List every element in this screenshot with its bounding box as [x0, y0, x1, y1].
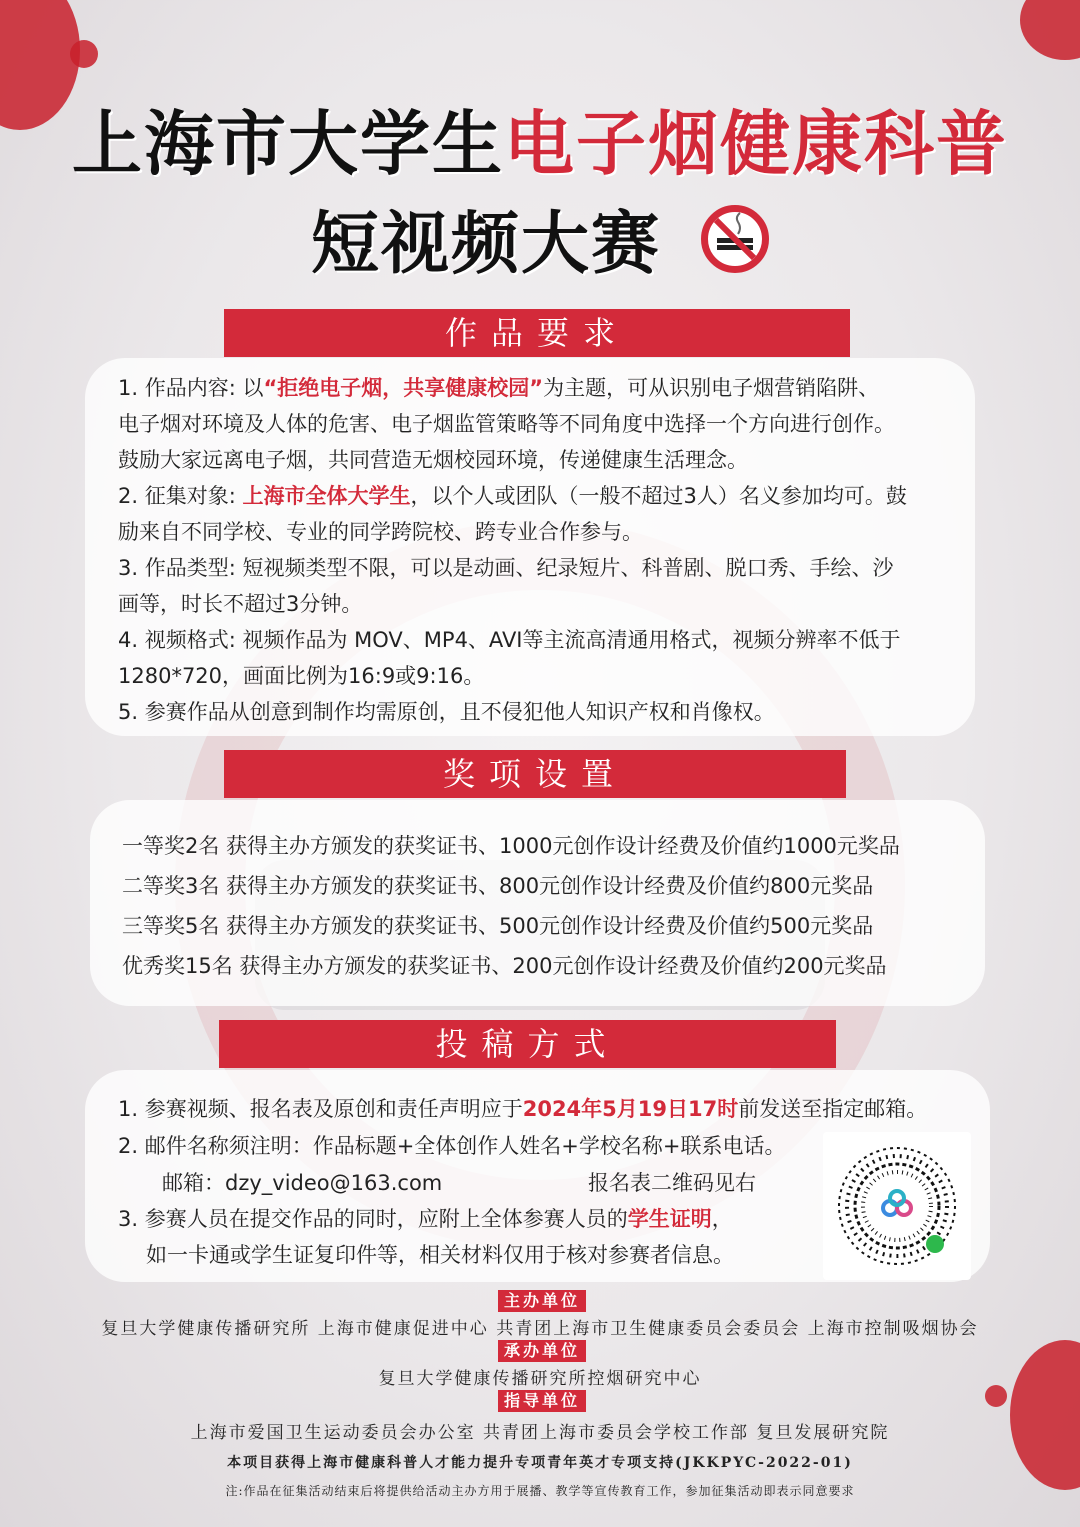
list-item: 1. 作品内容: 以“拒绝电子烟，共享健康校园”为主题，可从识别电子烟营销陷阱、: [118, 376, 880, 400]
title-black-part: 上海市大学生: [72, 103, 504, 185]
list-item: 画等，时长不超过3分钟。: [118, 592, 363, 616]
award-third: 三等奖5名 获得主办方颁发的获奖证书、500元创作设计经费及价值约500元奖品: [122, 914, 874, 938]
submission-line2: 2. 邮件名称须注明：作品标题+全体创作人姓名+学校名称+联系电话。: [118, 1134, 786, 1158]
guide-organizations: 上海市爱国卫生运动委员会办公室 共青团上海市委员会学校工作部 复旦发展研究院: [190, 1423, 890, 1443]
host-organizations: 复旦大学健康传播研究所 上海市健康促进中心 共青团上海市卫生健康委员会委员会 上海市控制吸烟协会: [101, 1319, 979, 1339]
list-item: 5. 参赛作品从创意到制作均需原创，且不侵犯他人知识产权和肖像权。: [118, 700, 775, 724]
title-line2-text: 短视频大赛: [310, 205, 661, 284]
red-splash-top-left-drop: [70, 40, 98, 68]
page-title-line2: [0, 190, 1080, 287]
award-excellence: 优秀奖15名 获得主办方颁发的获奖证书、200元创作设计经费及价值约200元奖品: [122, 954, 887, 978]
list-item: 电子烟对环境及人体的危害、电子烟监管策略等不同角度中选择一个方向进行创作。: [118, 412, 895, 436]
registration-qr-code[interactable]: [823, 1132, 971, 1280]
awards-header: 奖项设置: [224, 750, 846, 798]
organizer-organization: 复旦大学健康传播研究所控烟研究中心: [378, 1369, 702, 1389]
list-item: 4. 视频格式: 视频作品为 MOV、MP4、AVI等主流高清通用格式，视频分辨率不低于: [118, 628, 901, 652]
red-splash-top-right: [1020, 0, 1080, 60]
requirements-header: 作品要求: [224, 309, 850, 357]
title-red-part: 电子烟健康科普: [504, 103, 1008, 185]
list-item: 1280*720，画面比例为16:9或9:16。: [118, 664, 485, 688]
submission-line4: 如一卡通或学生证复印件等，相关材料仅用于核对参赛者信息。: [146, 1243, 734, 1267]
organizer-label: 承办单位: [498, 1340, 586, 1362]
no-smoking-icon: [701, 205, 769, 273]
list-item: 鼓励大家远离电子烟，共同营造无烟校园环境，传递健康生活理念。: [118, 448, 748, 472]
support-note: 本项目获得上海市健康科普人才能力提升专项青年英才专项支持(JKKPYC-2022-01): [227, 1455, 853, 1471]
submission-line1: 1. 参赛视频、报名表及原创和责任声明应于2024年5月19日17时前发送至指定邮箱。: [118, 1097, 928, 1121]
list-item: 2. 征集对象: 上海市全体大学生，以个人或团队（一般不超过3人）名义参加均可。鼓: [118, 484, 907, 508]
submission-email: 邮箱：dzy_video@163.com: [162, 1171, 443, 1195]
list-item: 3. 作品类型: 短视频类型不限，可以是动画、纪录短片、科普剧、脱口秀、手绘、沙: [118, 556, 894, 580]
guide-label: 指导单位: [498, 1390, 586, 1412]
qr-note: 报名表二维码见右: [588, 1171, 756, 1195]
qr-code-graphic: [823, 1132, 971, 1280]
award-first: 一等奖2名 获得主办方颁发的获奖证书、1000元创作设计经费及价值约1000元奖品: [122, 834, 900, 858]
list-item: 励来自不同学校、专业的同学跨院校、跨专业合作参与。: [118, 520, 643, 544]
host-label: 主办单位: [498, 1290, 586, 1312]
submission-line3: 3. 参赛人员在提交作品的同时，应附上全体参赛人员的学生证明，: [118, 1207, 733, 1231]
requirements-list: [118, 370, 907, 730]
award-second: 二等奖3名 获得主办方颁发的获奖证书、800元创作设计经费及价值约800元奖品: [122, 874, 874, 898]
usage-note: 注:作品在征集活动结束后将提供给活动主办方用于展播、教学等宣传教育工作，参加征集活动即表示同意要求: [225, 1484, 855, 1498]
page-title-line1: [0, 88, 1080, 189]
submission-header: 投稿方式: [219, 1020, 836, 1068]
